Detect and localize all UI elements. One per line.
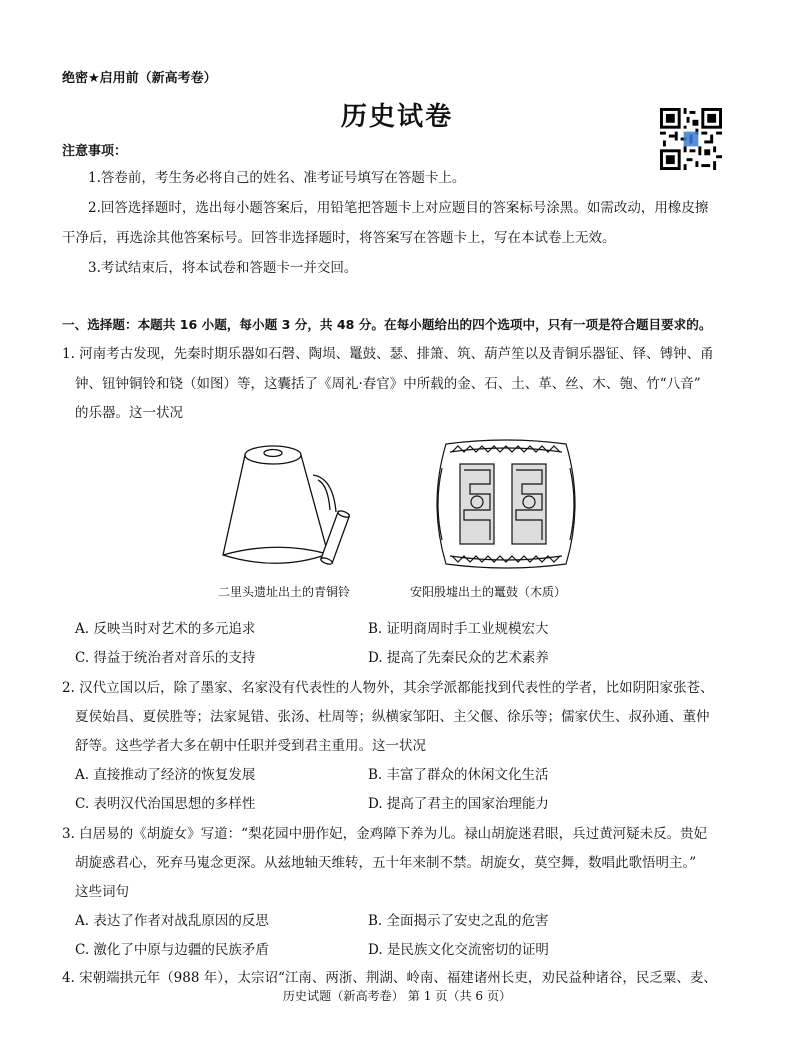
qr-code-icon: [660, 108, 722, 170]
q3-option-c[interactable]: C. 激化了中原与边疆的民族矛盾: [75, 942, 269, 958]
q2-line-3: 舒等。这些学者大多在朝中任职并受到君主重用。这一状况: [75, 738, 426, 754]
page-footer: 历史试题（新高考卷） 第 1 页（共 6 页）: [282, 989, 512, 1003]
notice-item-2: 2.回答选择题时，选出每小题答案后，用铅笔把答题卡上对应题目的答案标号涂黑。如需改动，用橡皮擦: [88, 200, 709, 216]
bronze-bell-illustration: [218, 440, 368, 570]
q2-option-b[interactable]: B. 丰富了群众的休闲文化生活: [368, 767, 549, 783]
q1-option-a[interactable]: A. 反映当时对艺术的多元追求: [75, 621, 256, 637]
q1-option-b[interactable]: B. 证明商周时手工业规模宏大: [368, 621, 549, 637]
q1-line-1: 1. 河南考古发现，先秦时期乐器如石磬、陶埙、鼍鼓、瑟、排箫、筑、葫芦笙以及青铜乐器钲、铎、镈钟、甬: [62, 346, 714, 362]
notice-item-2-cont: 干净后，再选涂其他答案标号。回答非选择题时，将答案写在答题卡上，写在本试卷上无效。: [62, 230, 616, 246]
notice-item-3: 3.考试结束后，将本试卷和答题卡一并交回。: [88, 260, 358, 276]
q1-line-3: 的乐器。这一状况: [75, 405, 183, 421]
q2-line-2: 夏侯始昌、夏侯胜等；法家晁错、张汤、杜周等；纵横家邹阳、主父偃、徐乐等；儒家伏生、叔孙通、董仲: [75, 709, 710, 725]
q3-option-d[interactable]: D. 是民族文化交流密切的证明: [368, 942, 549, 958]
confidential-label: 绝密★启用前（新高考卷）: [62, 71, 217, 86]
notice-item-1: 1.答卷前，考生务必将自己的姓名、准考证号填写在答题卡上。: [88, 170, 466, 186]
q3-line-3: 这些词句: [75, 884, 129, 900]
notice-heading: 注意事项：: [62, 144, 128, 159]
page-title: 历史试卷: [340, 102, 454, 132]
q3-option-a[interactable]: A. 表达了作者对战乱原因的反思: [75, 913, 269, 929]
q1-option-d[interactable]: D. 提高了先秦民众的艺术素养: [368, 650, 549, 666]
q2-option-a[interactable]: A. 直接推动了经济的恢复发展: [75, 767, 256, 783]
q3-line-1: 3. 白居易的《胡旋女》写道：“梨花园中册作妃，金鸡障下养为儿。禄山胡旋迷君眼，兵过黄河疑未反。贵妃: [62, 826, 708, 842]
figure-caption-left: 二里头遗址出土的青铜铃: [218, 585, 351, 599]
wooden-drum-illustration: [432, 438, 580, 570]
figure-caption-right: 安阳殷墟出土的鼍鼓（木质）: [410, 585, 567, 599]
q3-line-2: 胡旋惑君心，死弃马嵬念更深。从兹地轴天维转，五十年来制不禁。胡旋女，莫空舞，数唱此歌悟明主。”: [75, 855, 697, 871]
q1-line-2: 钟、钮钟铜铃和铙（如图）等，这囊括了《周礼·春官》中所载的金、石、土、革、丝、木、匏、竹“八音”: [75, 376, 701, 392]
q2-line-1: 2. 汉代立国以后，除了墨家、名家没有代表性的人物外，其余学派都能找到代表性的学者，比如阴阳家张苍、: [62, 680, 714, 696]
q1-option-c[interactable]: C. 得益于统治者对音乐的支持: [75, 650, 256, 666]
q4-line-1: 4. 宋朝端拱元年（988 年），太宗诏“江南、两浙、荆湖、岭南、福建诸州长吏，劝民益种诸谷，民乏粟、麦、: [62, 970, 717, 986]
q2-option-d[interactable]: D. 提高了君主的国家治理能力: [368, 796, 549, 812]
q3-option-b[interactable]: B. 全面揭示了安史之乱的危害: [368, 913, 549, 929]
q2-option-c[interactable]: C. 表明汉代治国思想的多样性: [75, 796, 256, 812]
section-heading: 一、选择题：本题共 16 小题，每小题 3 分，共 48 分。在每小题给出的四个选项中，只有一项是符合题目要求的。: [62, 317, 712, 332]
